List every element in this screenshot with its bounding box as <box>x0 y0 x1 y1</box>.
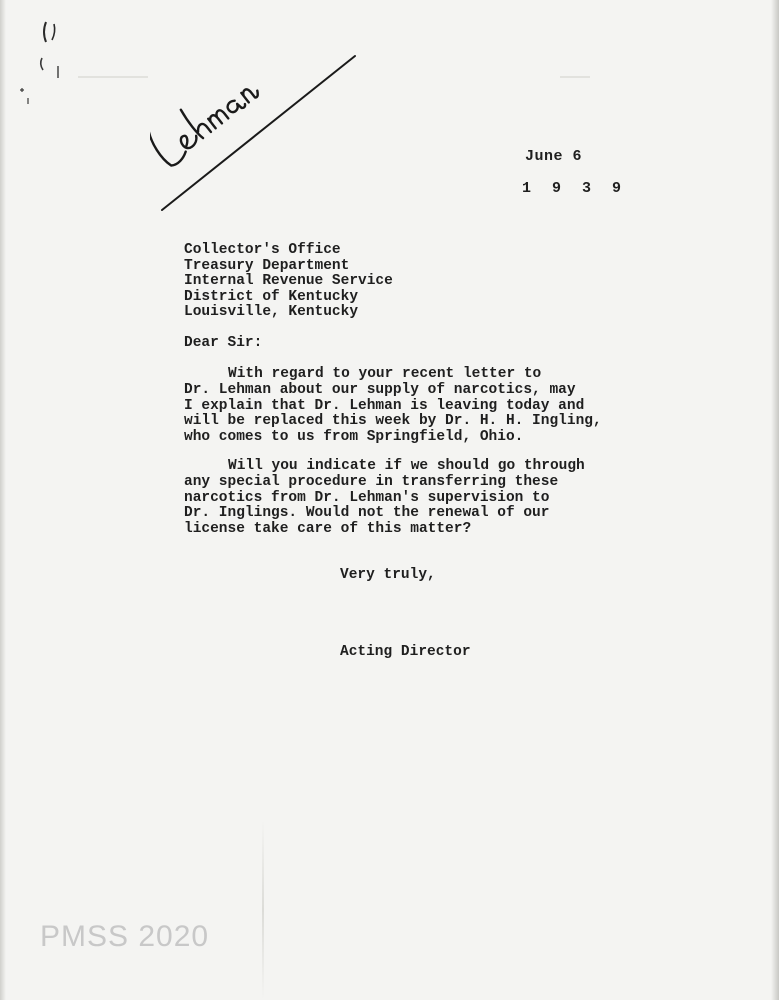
paragraph-line: who comes to us from Springfield, Ohio. <box>184 429 524 446</box>
paragraph-line: will be replaced this week by Dr. H. H. Ingling, <box>184 413 602 430</box>
salutation: Dear Sir: <box>184 335 263 351</box>
recipient-address <box>184 243 393 321</box>
paragraph-line: I explain that Dr. Lehman is leaving today and <box>184 397 585 414</box>
paragraph-line: Dr. Inglings. Would not the renewal of our <box>184 505 550 522</box>
body-paragraph-1 <box>184 367 602 446</box>
address-line: Internal Revenue Service <box>184 273 393 289</box>
paragraph-line: narcotics from Dr. Lehman's supervision to <box>184 489 550 506</box>
fold-mark-left <box>78 76 148 78</box>
paragraph-line: With regard to your recent letter to <box>228 366 542 382</box>
address-line: Louisville, Kentucky <box>184 304 359 320</box>
letter-year: 1 9 3 9 <box>522 180 628 197</box>
paper-edge-right <box>771 0 779 1000</box>
watermark: PMSS 2020 <box>40 920 210 953</box>
paragraph-line: Dr. Lehman about our supply of narcotics, may <box>184 381 576 398</box>
closing: Very truly, <box>340 567 436 583</box>
paragraph-line: Will you indicate if we should go through <box>228 458 585 474</box>
binder-clip-mark <box>18 18 68 108</box>
address-line: District of Kentucky <box>184 288 359 305</box>
fold-mark-right <box>560 76 590 78</box>
body-paragraph-2 <box>184 459 585 538</box>
paper-crease <box>262 820 264 1000</box>
address-line: Collector's Office <box>184 242 341 258</box>
signature-title: Acting Director <box>340 644 471 660</box>
letter-date: June 6 <box>525 148 583 165</box>
address-line: Treasury Department <box>184 257 350 274</box>
paper-edge-left <box>0 0 6 1000</box>
paragraph-line: license take care of this matter? <box>184 521 472 538</box>
paragraph-line: any special procedure in transferring these <box>184 473 559 490</box>
handwritten-lehman-annotation <box>150 18 365 218</box>
